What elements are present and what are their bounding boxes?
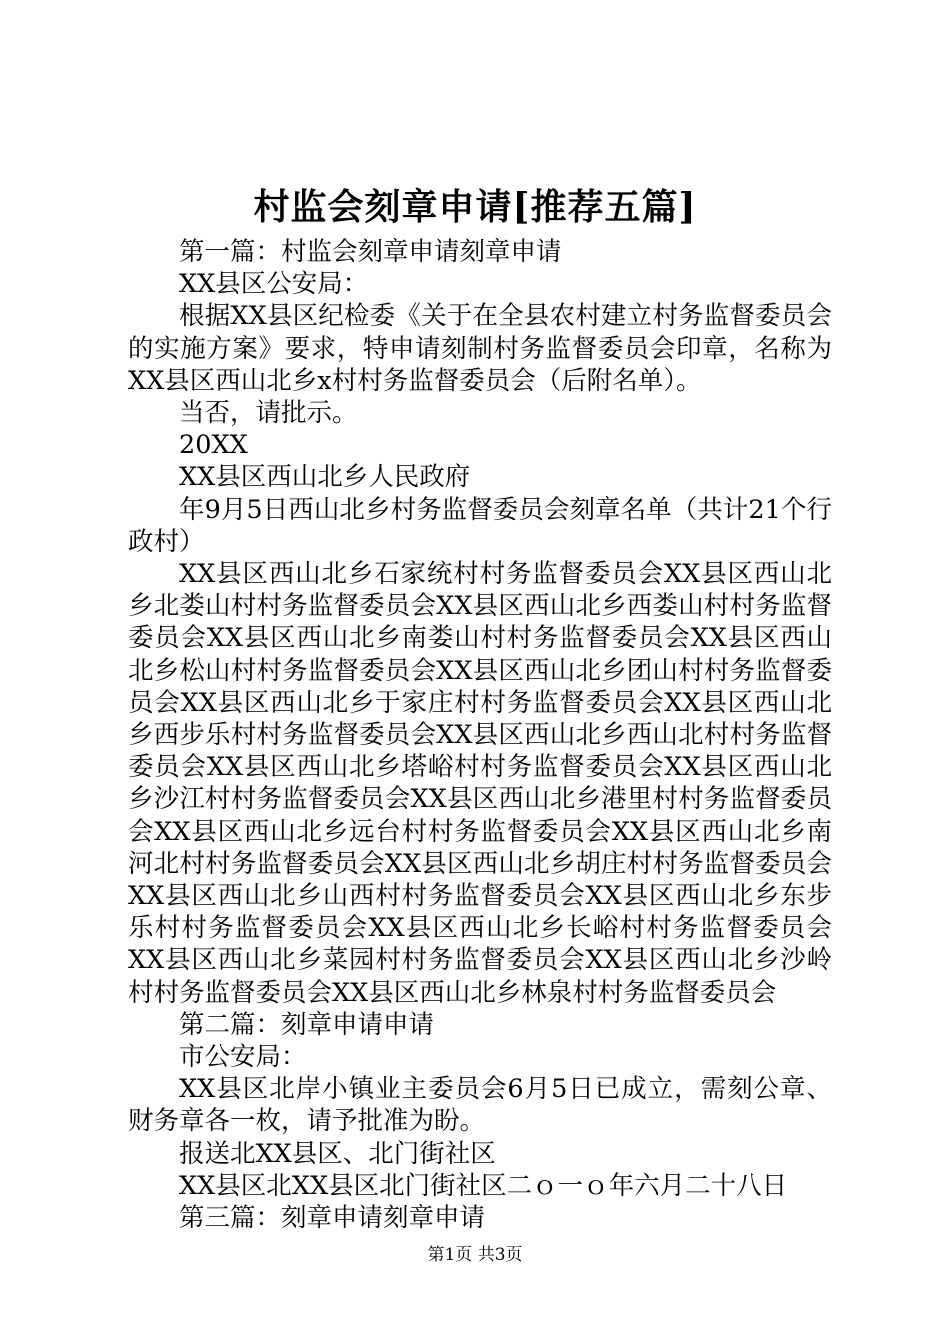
- document-body: [128, 236, 832, 1234]
- section-heading-2: 第二篇：刻章申请申请: [179, 1009, 435, 1040]
- addressee: 市公安局：: [179, 1042, 307, 1073]
- body-paragraph: XX县区北岸小镇业主委员会6月5日已成立，需刻公章、财务章各一枚，请予批准为盼。: [128, 1074, 832, 1137]
- body-paragraph: XX县区北XX县区北门街社区二ｏ一ｏ年六月二十八日: [179, 1170, 788, 1201]
- body-paragraph: 当否，请批示。: [179, 398, 358, 429]
- page-number: 第1页 共3页: [427, 1245, 523, 1265]
- body-paragraph: 报送北XX县区、北门街社区: [179, 1138, 496, 1169]
- addressee: XX县区公安局：: [179, 269, 369, 300]
- section-heading-1: 第一篇：村监会刻章申请刻章申请: [179, 237, 562, 267]
- section-heading-3: 第三篇：刻章申请刻章申请: [179, 1203, 486, 1234]
- body-paragraph: XX县区西山北乡人民政府: [179, 462, 471, 493]
- body-paragraph: 20XX: [179, 430, 248, 461]
- body-paragraph: 根据XX县区纪检委《关于在全县农村建立村务监督委员会的实施方案》要求，特申请刻制村务监督委员会印章，名称为XX县区西山北乡x村村务监督委员会（后附名单）。: [128, 301, 832, 396]
- village-list-paragraph: XX县区西山北乡石家统村村务监督委员会XX县区西山北乡北娄山村村务监督委员会XX县区西山北乡西娄山村村务监督委员会XX县区西山北乡南娄山村村务监督委员会XX县区西山北乡松山村村务监督委员会XX县区西山北乡团山村村务监督委员会XX县区西山北乡于家庄村村务监督委员会XX县区西山北乡西步乐村村务监督委员会XX县区西山北乡西山北村村务监督委员会XX县区西山北乡塔峪村村务监督委员会XX县区西山北乡沙江村村务监督委员会XX县区西山北乡港里村村务监督委员会XX县区西山北乡远台村村务监督委员会XX县区西山北乡南河北村村务监督委员会XX县区西山北乡胡庄村村务监督委员会XX县区西山北乡山西村村务监督委员会XX县区西山北乡东步乐村村务监督委员会XX县区西山北乡长峪村村务监督委员会XX县区西山北乡菜园村村务监督委员会XX县区西山北乡沙岭村村务监督委员会XX县区西山北乡林泉村村务监督委员会: [128, 559, 832, 1008]
- document-title: 村监会刻章申请[推荐五篇]: [253, 186, 697, 228]
- body-paragraph: 年9月5日西山北乡村务监督委员会刻章名单（共计21个行政村）: [128, 494, 832, 557]
